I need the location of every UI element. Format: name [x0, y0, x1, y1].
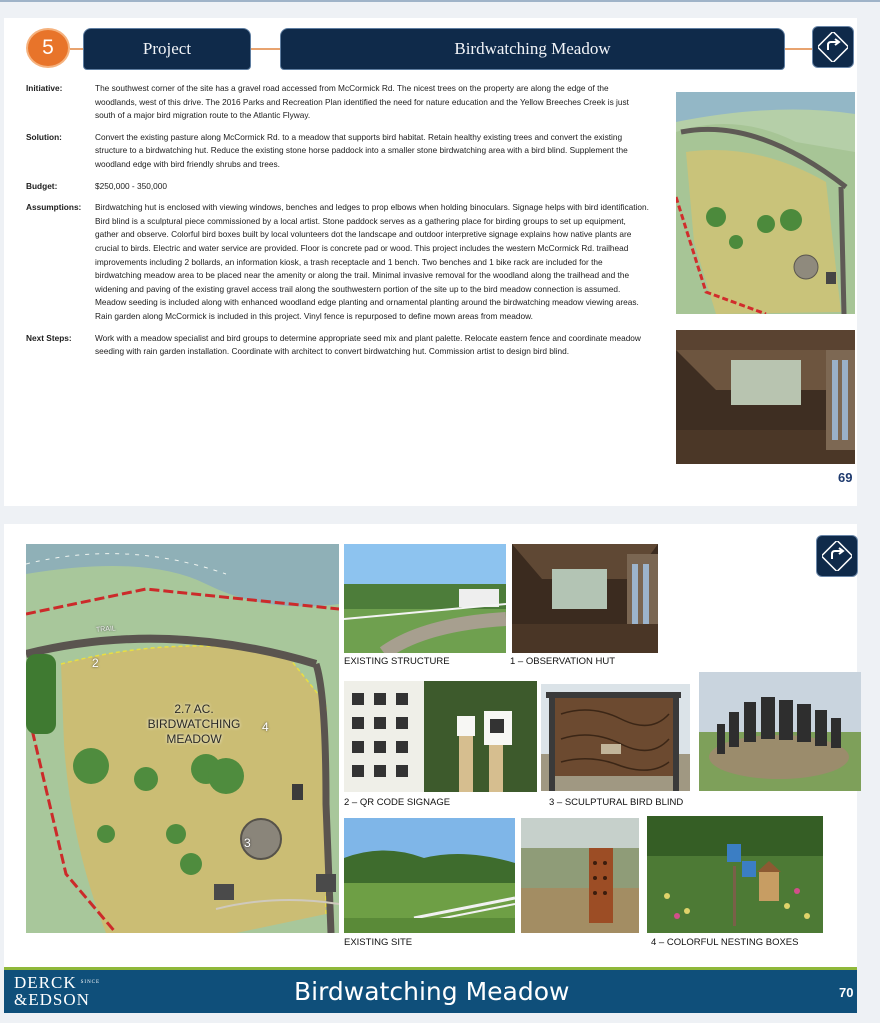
caption-existing-structure: EXISTING STRUCTURE [344, 656, 450, 667]
section-initiative [26, 82, 651, 123]
step-number-badge: 5 [26, 28, 70, 68]
footer-bar [4, 967, 857, 1013]
header-title: Birdwatching Meadow [280, 28, 785, 70]
project-description [26, 82, 651, 367]
section-label: Budget: [26, 180, 58, 191]
section-label: Assumptions: [26, 202, 82, 213]
area-name-1: BIRDWATCHING [147, 717, 241, 731]
section-text: Birdwatching hut is enclosed with viewing windows, benches and ledges to prop elbows when holding binoculars. Signage helps with bird identification. Bird blind is a sculptural piece commissioned by a local artist. Stone paddock serves as a gathering place for birding groups to set up equipment, gather and observe. Colorful bird boxes built by local volunteers dot the landscape and outdoor interpretive signage explains how native plants are crucial to birds. Electric and water service are provided. Floor is concrete pad or wood. This project includes the western McCormick Rd. trailhead improvements including 2 bollards, an information kiosk, a trash receptacle and 1 bench. Two benches and 1 bike rack are included for the birdwatching meadow area to be placed near the amenity or along the trail. Minimal invasive removal for the woodland along the trailhead and the widening and paving of the existing gravel access trail along the southwestern portion of the site up to the bird meadow connection is assumed. Meadow seeding is included along with enhanced woodland edge planting and ornamental planting around the birdwatching meadow viewing areas. Rain garden along McCormick is included in this project. Vinyl fence is repurposed to define mown areas from meadow. [95, 202, 649, 321]
map-marker-4: 4 [262, 720, 269, 734]
caption-bird-blind: 3 – SCULPTURAL BIRD BLIND [549, 797, 684, 808]
page-69 [4, 18, 857, 506]
caption-qr-signage: 2 – QR CODE SIGNAGE [344, 797, 451, 808]
qr-signage-photo [344, 681, 537, 792]
company-logo [14, 974, 100, 1008]
top-rule [0, 0, 880, 2]
bird-blind-photo [541, 684, 690, 791]
map-marker-2: 2 [92, 656, 99, 670]
page-number: 70 [839, 985, 854, 1000]
header-project-label: Project [83, 28, 251, 70]
logo-line-1: DERCK [14, 973, 77, 992]
area-name-2: MEADOW [166, 732, 222, 746]
site-plan-image [676, 92, 855, 314]
caption-observation-hut: 1 – OBSERVATION HUT [510, 656, 616, 667]
page-number: 69 [838, 470, 853, 485]
sculptural-structure-photo [699, 672, 861, 791]
existing-structure-photo [344, 544, 506, 653]
return-arrow-icon [822, 541, 852, 571]
section-label: Initiative: [26, 83, 63, 93]
logo-line-2: &EDSON [14, 990, 90, 1009]
nesting-boxes-photo [647, 816, 823, 933]
header-connector [251, 48, 281, 50]
footer-title: Birdwatching Meadow [294, 977, 570, 1006]
nesting-tower-photo [521, 818, 639, 933]
section-solution [26, 131, 651, 172]
section-label: Solution: [26, 131, 62, 142]
map-marker-3: 3 [244, 836, 251, 850]
existing-site-photo [344, 818, 515, 933]
return-button[interactable] [812, 26, 854, 68]
section-budget [26, 180, 651, 194]
trail-label: TRAIL [95, 625, 117, 634]
section-text: Convert the existing pasture along McCormick Rd. to a meadow that supports bird habitat. Retain healthy existing trees and convert the existing structure to a birdwatching hut. Reduce the existing stone horse paddock into a smaller stone birdwatching area with a bird blind. Supplement the woodland edge with bird friendly shrubs and trees. [95, 131, 628, 169]
meadow-site-map [26, 544, 339, 933]
observation-hut-photo [676, 330, 855, 464]
observation-hut-photo [512, 544, 658, 653]
section-text: $250,000 - 350,000 [95, 180, 167, 191]
meadow-area-label [134, 702, 254, 747]
return-arrow-icon [818, 32, 848, 62]
area-size: 2.7 AC. [174, 702, 214, 716]
section-text: The southwest corner of the site has a gravel road accessed from McCormick Rd. The nicest trees on the property are along the edge of the woodlands, west of this drive. The 2016 Parks and Recreation Plan identified the need for nature education and the Yellow Breeches Creek is just south of a major bird migration route to the Atlantic Flyway. [95, 83, 629, 121]
section-next-steps [26, 332, 651, 359]
section-assumptions [26, 201, 651, 323]
caption-existing-site: EXISTING SITE [344, 937, 413, 948]
header-connector [785, 48, 813, 50]
section-label: Next Steps: [26, 332, 72, 343]
return-button[interactable] [816, 535, 858, 577]
page-70 [4, 524, 857, 1013]
caption-nesting-boxes: 4 – COLORFUL NESTING BOXES [651, 937, 799, 948]
section-text: Work with a meadow specialist and bird groups to determine appropriate seed mix and plant palette. Relocate eastern fence and coordinate meadow seeding with rain garden installation. Coordinate with architect to convert birdwatching hut. Commission artist to design bird blind. [95, 332, 641, 357]
header-connector [70, 48, 84, 50]
logo-since: SINCE [80, 980, 101, 985]
